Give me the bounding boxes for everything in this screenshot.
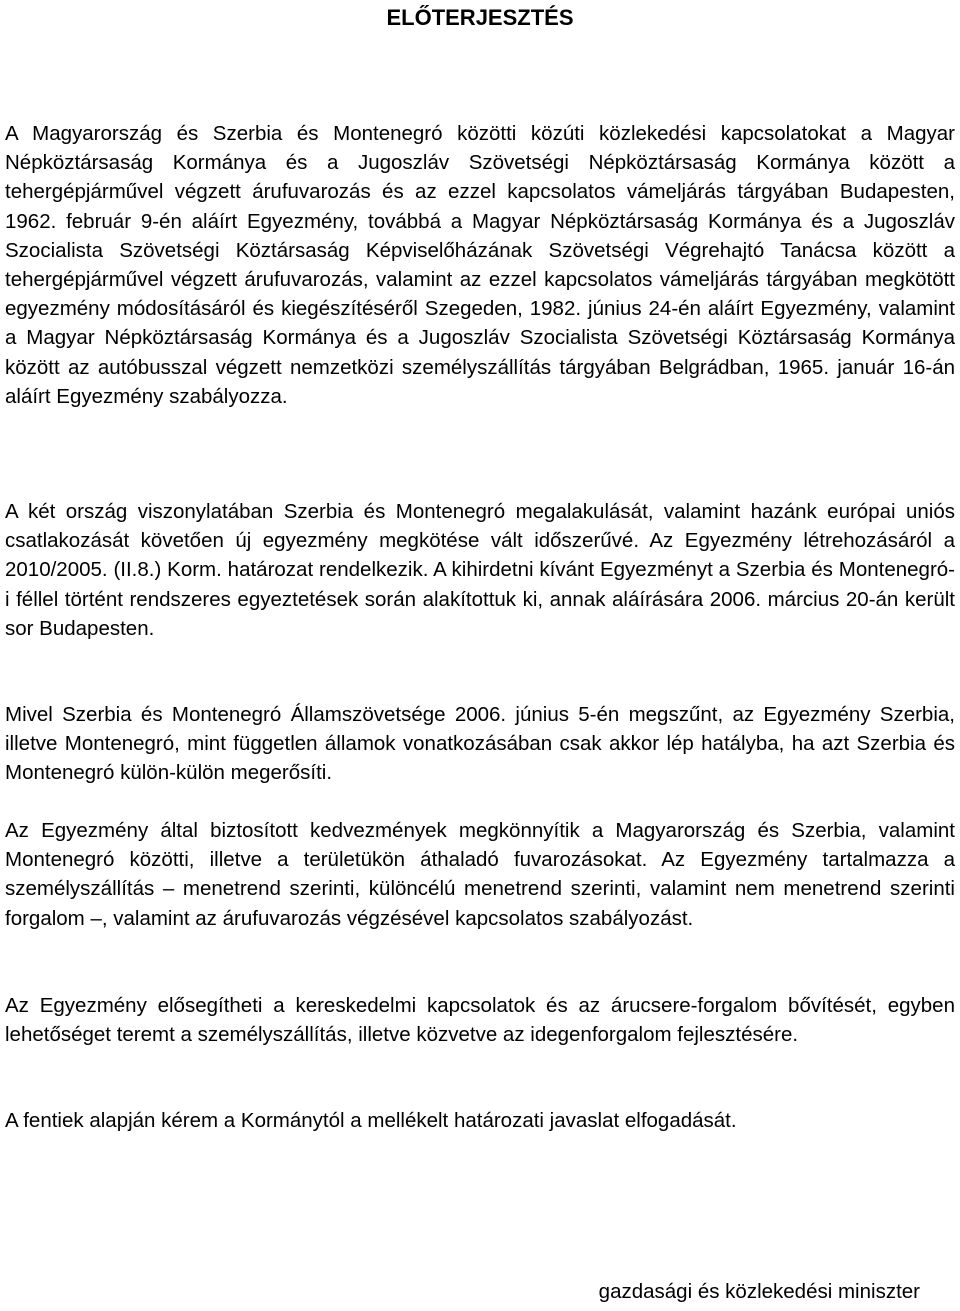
paragraph-request: A fentiek alapján kérem a Kormánytól a mellékelt határozati javaslat elfogadását. [5, 1109, 737, 1132]
document-title: ELŐTERJESZTÉS [386, 5, 574, 30]
paragraph-new-agreement: A két ország viszonylatában Szerbia és Montenegró megalakulását, valamint hazánk európai uniós csatlakozását követően új egyezmény megkötése vált időszerűvé. Az Egyezmény létrehozásáról a 2010/2005. (II.8.) Korm. határozat rendelkezik. A kihirdetni kívánt Egyezményt a Szerbia és Montenegró-i féllel történt rendszeres egyeztetések során alakítottuk ki, annak aláírására 2006. március 20-án került sor Budapesten. [5, 500, 955, 640]
paragraph-trade-tourism: Az Egyezmény elősegítheti a kereskedelmi kapcsolatok és az árucsere-forgalom bővítését, egyben lehetőséget teremt a személyszállítás, illetve közvetve az idegenforgalom fejlesztésére. [5, 994, 955, 1047]
paragraph-regulation-history: A Magyarország és Szerbia és Montenegró közötti közúti közlekedési kapcsolatokat a Magyar Népköztársaság Kormánya és a Jugoszláv Szövetségi Népköztársaság Kormánya között a tehergépjárművel végzett árufuvarozás és az ezzel kapcsolatos vámeljárás tárgyában Budapesten, 1962. február 9-én aláírt Egyezmény, továbbá a Magyar Népköztársaság Kormánya és a Jugoszláv Szocialista Szövetségi Köztársaság Képviselőházának Szövetségi Végrehajtó Tanácsa között a tehergépjárművel végzett árufuvarozás, valamint az ezzel kapcsolatos vámeljárás tárgyában megkötött egyezmény módosításáról és kiegészítéséről Szegeden, 1982. június 24-én aláírt Egyezmény, valamint a Magyar Népköztársaság Kormánya és a Jugoszláv Szocialista Szövetségi Köztársaság Kormánya között az autóbusszal végzett nemzetközi személyszállítás tárgyában Belgrádban, 1965. január 16-án aláírt Egyezmény szabályozza. [5, 122, 955, 408]
paragraph-benefits: Az Egyezmény által biztosított kedvezmények megkönnyítik a Magyarország és Szerbia, valamint Montenegró közötti, illetve a területükön áthaladó fuvarozásokat. Az Egyezmény tartalmazza a személyszállítás – menetrend szerinti, különcélú menetrend szerinti, valamint nem menetrend szerinti forgalom –, valamint az árufuvarozás végzésével kapcsolatos szabályozást. [5, 819, 955, 930]
paragraph-entry-into-force: Mivel Szerbia és Montenegró Államszövetsége 2006. június 5-én megszűnt, az Egyezmény Szerbia, illetve Montenegró, mint független államok vonatkozásában csak akkor lép hatályba, ha azt Szerbia és Montenegró külön-külön megerősíti. [5, 703, 955, 785]
signature-line: gazdasági és közlekedési miniszter [598, 1280, 920, 1303]
